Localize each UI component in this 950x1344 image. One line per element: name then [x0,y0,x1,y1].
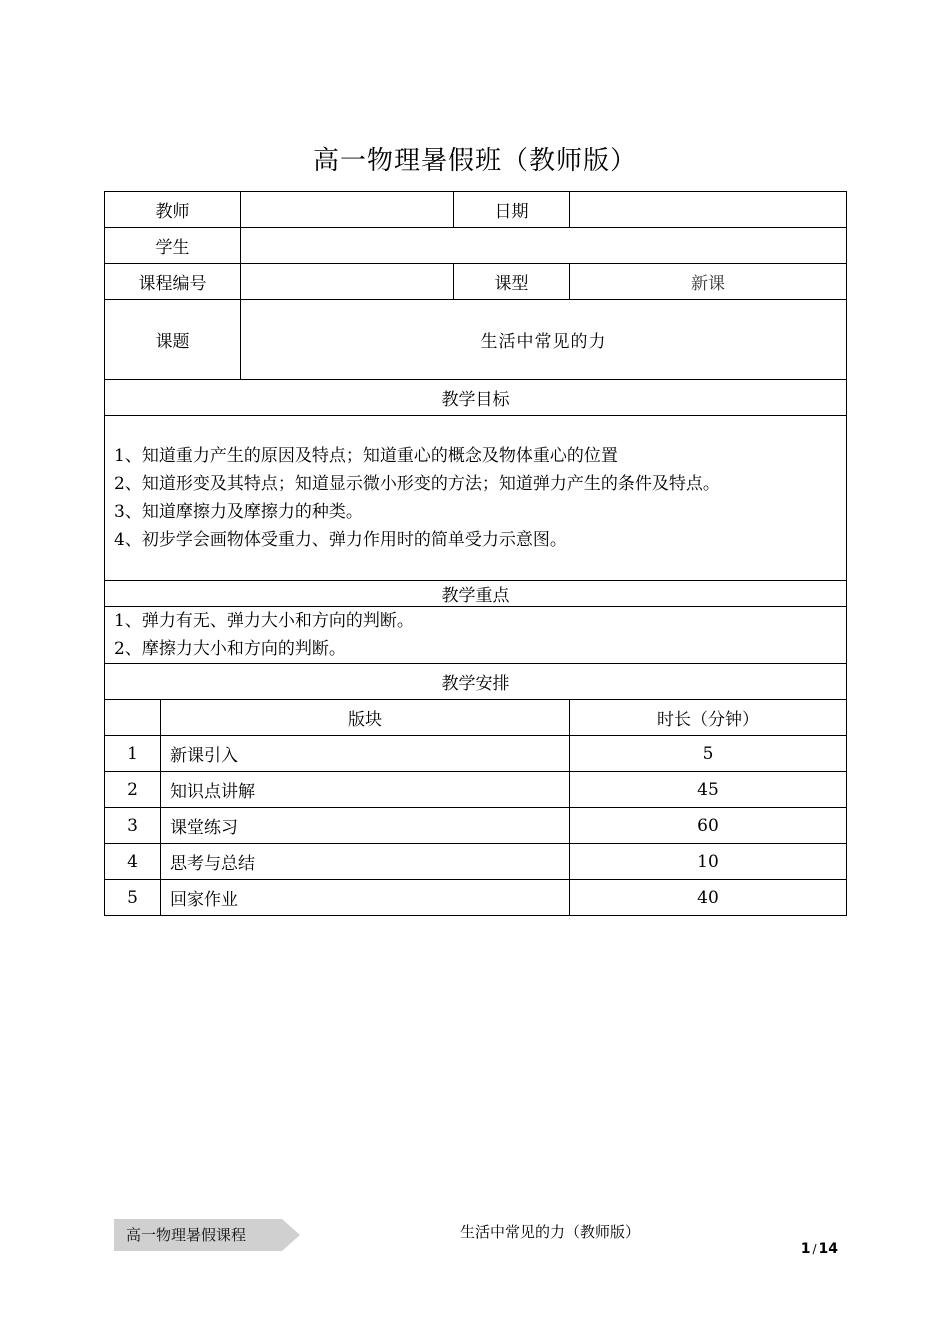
key-points-heading: 教学重点 [105,581,847,607]
student-value [241,228,847,264]
schedule-index: 1 [105,736,161,772]
course-code-label: 课程编号 [105,264,241,300]
schedule-index: 4 [105,844,161,880]
schedule-duration: 45 [570,772,847,808]
topic-label: 课题 [105,300,241,380]
schedule-block: 知识点讲解 [161,772,570,808]
document-title: 高一物理暑假班（教师版） [312,146,637,176]
footer-course-tag-label: 高一物理暑假课程 [126,1226,247,1244]
key-point-item: 1、弹力有无、弹力大小和方向的判断。 [114,611,414,631]
topic-value: 生活中常见的力 [241,300,847,380]
date-label: 日期 [454,192,570,228]
key-points-list [105,607,847,664]
schedule-col-block: 版块 [161,700,570,736]
teacher-label: 教师 [105,192,241,228]
date-value [570,192,847,228]
table-row [105,772,847,808]
key-point-item: 2、摩擦力大小和方向的判断。 [114,639,346,659]
schedule-duration: 5 [570,736,847,772]
schedule-duration: 40 [570,880,847,916]
page-separator: / [812,1242,817,1256]
schedule-col-duration: 时长（分钟） [570,700,847,736]
schedule-index: 5 [105,880,161,916]
schedule-block: 思考与总结 [161,844,570,880]
table-row [105,808,847,844]
course-type-value: 新课 [570,264,847,300]
page-number [760,1240,838,1258]
schedule-index: 2 [105,772,161,808]
objectives-list [105,416,847,581]
objective-item: 3、知道摩擦力及摩擦力的种类。 [114,502,363,522]
student-label: 学生 [105,228,241,264]
schedule-block: 课堂练习 [161,808,570,844]
page-total: 14 [818,1241,838,1257]
schedule-block: 新课引入 [161,736,570,772]
schedule-index: 3 [105,808,161,844]
footer-doc-name: 生活中常见的力（教师版） [459,1223,640,1241]
schedule-col-index [105,700,161,736]
objectives-heading: 教学目标 [105,380,847,416]
schedule-duration: 10 [570,844,847,880]
course-type-label: 课型 [454,264,570,300]
footer-course-tag [114,1219,300,1251]
table-row [105,844,847,880]
schedule-block: 回家作业 [161,880,570,916]
table-row [105,880,847,916]
teacher-value [241,192,454,228]
schedule-heading: 教学安排 [105,664,847,700]
lesson-info-table [104,191,847,916]
table-row [105,736,847,772]
page-current: 1 [800,1241,811,1257]
objective-item: 1、知道重力产生的原因及特点；知道重心的概念及物体重心的位置 [114,446,618,466]
course-code-value [241,264,454,300]
schedule-duration: 60 [570,808,847,844]
objective-item: 2、知道形变及其特点；知道显示微小形变的方法；知道弹力产生的条件及特点。 [114,474,720,494]
objective-item: 4、初步学会画物体受重力、弹力作用时的简单受力示意图。 [114,530,567,550]
